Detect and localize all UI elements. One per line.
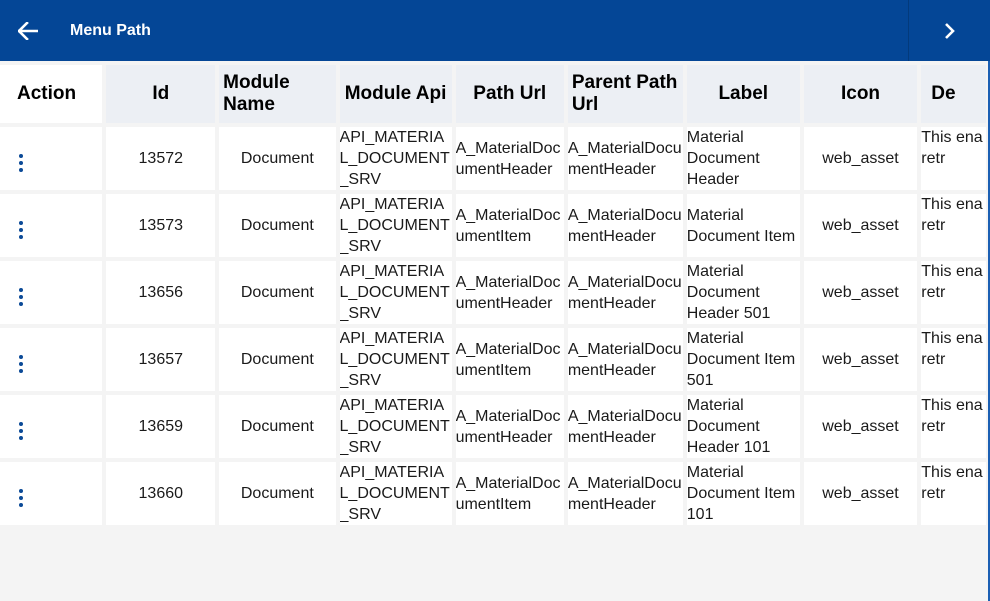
cell-id: 13659 <box>106 395 215 458</box>
cell-description: This ena retr <box>921 194 986 257</box>
cell-module-name: Document <box>219 328 335 391</box>
more-vert-icon[interactable] <box>16 219 26 241</box>
cell-parent-path-url: A_MaterialDocumentHeader <box>568 194 683 257</box>
cell-label: Material Document Header 501 <box>687 261 800 324</box>
cell-path-url: A_MaterialDocumentHeader <box>456 127 564 190</box>
cell-parent-path-url: A_MaterialDocumentHeader <box>568 395 683 458</box>
cell-description: This ena retr <box>921 395 986 458</box>
table-row[interactable] <box>0 462 986 525</box>
table-header-row <box>0 65 986 123</box>
cell-parent-path-url: A_MaterialDocumentHeader <box>568 462 683 525</box>
cell-action <box>0 328 102 391</box>
table-row[interactable] <box>0 261 986 324</box>
more-vert-icon[interactable] <box>16 152 26 174</box>
cell-description: This ena retr <box>921 261 986 324</box>
page-title: Menu Path <box>70 22 151 39</box>
cell-action <box>0 395 102 458</box>
more-vert-icon[interactable] <box>16 286 26 308</box>
cell-module-name: Document <box>219 462 335 525</box>
cell-icon: web_asset <box>804 395 918 458</box>
cell-parent-path-url: A_MaterialDocumentHeader <box>568 127 683 190</box>
column-header-module-name[interactable]: Module Name <box>219 65 335 123</box>
more-vert-icon[interactable] <box>16 353 26 375</box>
cell-icon: web_asset <box>804 261 918 324</box>
cell-label: Material Document Header <box>687 127 800 190</box>
table-row[interactable] <box>0 395 986 458</box>
cell-module-name: Document <box>219 194 335 257</box>
cell-action <box>0 462 102 525</box>
column-header-label[interactable]: Label <box>687 65 800 123</box>
cell-id: 13660 <box>106 462 215 525</box>
cell-icon: web_asset <box>804 194 918 257</box>
column-header-description[interactable]: De <box>921 65 986 123</box>
cell-description: This ena retr <box>921 328 986 391</box>
cell-label: Material Document Header 101 <box>687 395 800 458</box>
cell-path-url: A_MaterialDocumentHeader <box>456 261 564 324</box>
cell-module-name: Document <box>219 261 335 324</box>
more-vert-icon[interactable] <box>16 487 26 509</box>
cell-module-api: API_MATERIAL_DOCUMENT_SRV <box>339 464 450 523</box>
cell-module-name: Document <box>219 395 335 458</box>
back-button[interactable] <box>0 0 55 61</box>
app-header <box>0 0 990 61</box>
cell-module-api: API_MATERIAL_DOCUMENT_SRV <box>339 129 450 188</box>
arrow-left-icon <box>18 22 38 40</box>
column-header-action[interactable]: Action <box>0 65 102 123</box>
cell-module-api: API_MATERIAL_DOCUMENT_SRV <box>339 263 450 322</box>
cell-label: Material Document Item <box>687 194 800 257</box>
cell-parent-path-url: A_MaterialDocumentHeader <box>568 261 683 324</box>
cell-path-url: A_MaterialDocumentItem <box>456 462 564 525</box>
column-header-icon[interactable]: Icon <box>804 65 918 123</box>
cell-module-api: API_MATERIAL_DOCUMENT_SRV <box>339 397 450 456</box>
cell-icon: web_asset <box>804 328 918 391</box>
cell-module-name: Document <box>219 127 335 190</box>
cell-id: 13656 <box>106 261 215 324</box>
more-vert-icon[interactable] <box>16 420 26 442</box>
cell-module-api: API_MATERIAL_DOCUMENT_SRV <box>339 330 450 389</box>
cell-action <box>0 261 102 324</box>
cell-module-api: API_MATERIAL_DOCUMENT_SRV <box>339 196 450 255</box>
next-button[interactable] <box>908 0 990 61</box>
cell-path-url: A_MaterialDocumentItem <box>456 328 564 391</box>
cell-path-url: A_MaterialDocumentHeader <box>456 395 564 458</box>
table-row[interactable] <box>0 194 986 257</box>
chevron-right-icon <box>944 22 956 40</box>
cell-action <box>0 127 102 190</box>
column-header-id[interactable]: Id <box>106 65 215 123</box>
cell-description: This ena retr <box>921 127 986 190</box>
cell-id: 13573 <box>106 194 215 257</box>
column-header-path-url[interactable]: Path Url <box>456 65 564 123</box>
table-row[interactable] <box>0 328 986 391</box>
column-header-parent-path-url[interactable]: Parent Path Url <box>568 65 683 123</box>
cell-description: This ena retr <box>921 462 986 525</box>
cell-id: 13572 <box>106 127 215 190</box>
cell-action <box>0 194 102 257</box>
cell-label: Material Document Item 501 <box>687 328 800 391</box>
column-header-module-api[interactable]: Module Api <box>340 65 452 123</box>
cell-path-url: A_MaterialDocumentItem <box>456 194 564 257</box>
cell-id: 13657 <box>106 328 215 391</box>
cell-parent-path-url: A_MaterialDocumentHeader <box>568 328 683 391</box>
menu-path-table[interactable] <box>0 61 990 601</box>
cell-icon: web_asset <box>804 462 918 525</box>
cell-label: Material Document Item 101 <box>687 462 800 525</box>
table-row[interactable] <box>0 127 986 190</box>
cell-icon: web_asset <box>804 127 918 190</box>
